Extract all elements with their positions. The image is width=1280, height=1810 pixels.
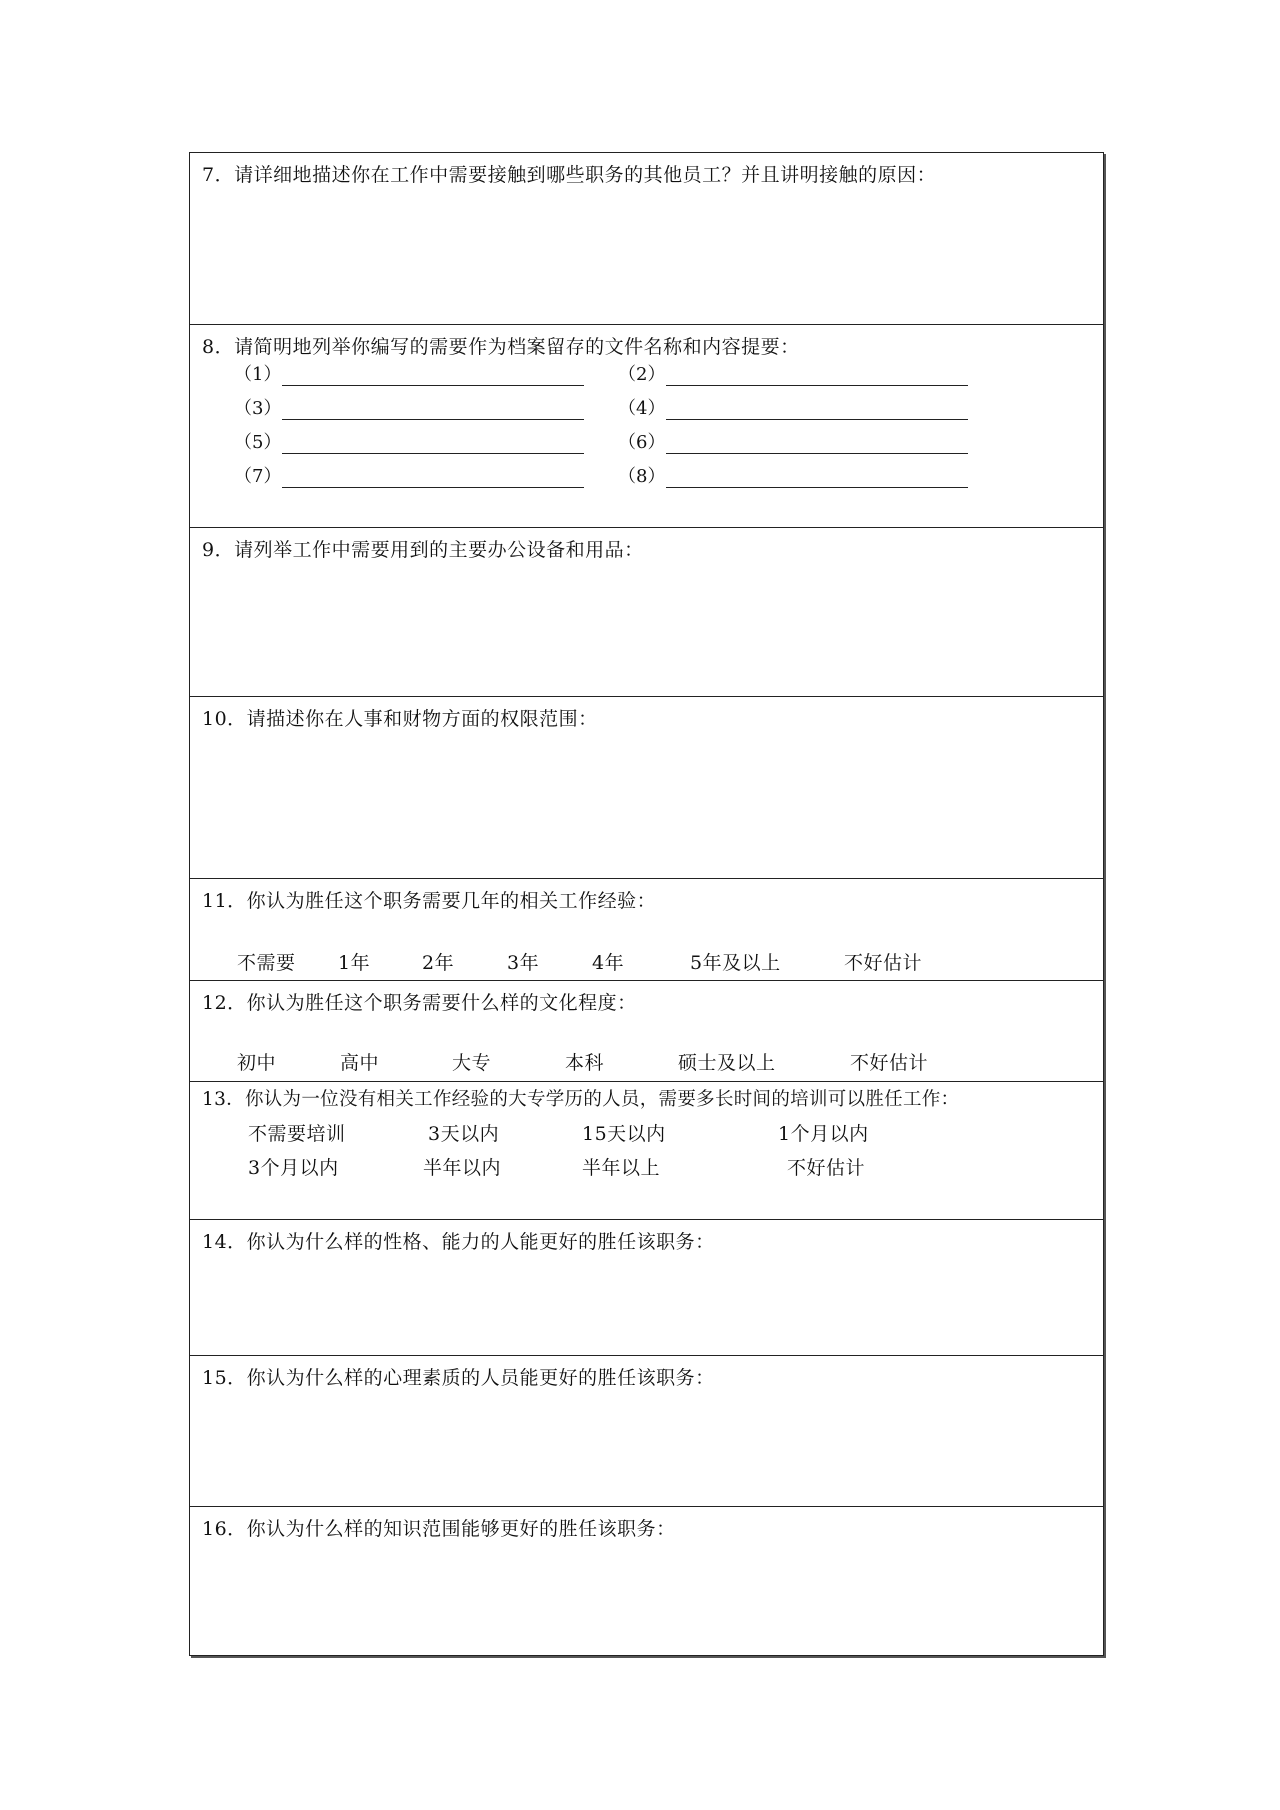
training-option-over-half-year[interactable]: 半年以上 xyxy=(582,1157,661,1179)
file-blank-number: （8） xyxy=(618,466,666,487)
question-13-label: 13．你认为一位没有相关工作经验的大专学历的人员，需要多长时间的培训可以胜任工作： xyxy=(202,1089,960,1110)
question-8 xyxy=(190,325,1103,528)
questionnaire-form xyxy=(189,152,1104,1656)
education-option-college[interactable]: 大专 xyxy=(452,1052,492,1074)
training-option-1-month[interactable]: 1个月以内 xyxy=(778,1123,869,1145)
file-blank-number: （4） xyxy=(618,398,666,419)
file-blank-number: （5） xyxy=(234,432,282,453)
question-7 xyxy=(190,153,1103,325)
question-13 xyxy=(190,1082,1103,1220)
question-16-label: 16．你认为什么样的知识范围能够更好的胜任该职务： xyxy=(202,1518,676,1540)
education-option-senior-high[interactable]: 高中 xyxy=(340,1052,380,1074)
question-10 xyxy=(190,697,1103,879)
question-14 xyxy=(190,1220,1103,1356)
file-blank-number: （6） xyxy=(618,432,666,453)
training-option-unsure[interactable]: 不好估计 xyxy=(787,1157,866,1179)
file-blank-number: （7） xyxy=(234,466,282,487)
experience-option-2-years[interactable]: 2年 xyxy=(422,952,455,974)
question-11 xyxy=(190,879,1103,981)
question-9-label: 9．请列举工作中需要用到的主要办公设备和用品： xyxy=(202,539,644,561)
experience-option-5-plus-years[interactable]: 5年及以上 xyxy=(690,952,781,974)
question-11-label: 11．你认为胜任这个职务需要几年的相关工作经验： xyxy=(202,890,657,912)
question-15-label: 15．你认为什么样的心理素质的人员能更好的胜任该职务： xyxy=(202,1367,715,1389)
question-8-label: 8．请简明地列举你编写的需要作为档案留存的文件名称和内容提要： xyxy=(202,336,800,358)
experience-option-4-years[interactable]: 4年 xyxy=(592,952,625,974)
education-option-bachelor[interactable]: 本科 xyxy=(565,1052,605,1074)
question-15 xyxy=(190,1356,1103,1507)
file-blank-number: （3） xyxy=(234,398,282,419)
training-option-none[interactable]: 不需要培训 xyxy=(248,1123,346,1145)
education-option-junior-high[interactable]: 初中 xyxy=(237,1052,277,1074)
question-16 xyxy=(190,1507,1103,1657)
training-option-15-days[interactable]: 15天以内 xyxy=(582,1123,666,1145)
education-option-master-plus[interactable]: 硕士及以上 xyxy=(678,1052,776,1074)
question-9 xyxy=(190,528,1103,697)
question-12-label: 12．你认为胜任这个职务需要什么样的文化程度： xyxy=(202,992,637,1014)
training-option-3-days[interactable]: 3天以内 xyxy=(428,1123,500,1145)
education-option-unsure[interactable]: 不好估计 xyxy=(850,1052,929,1074)
training-option-half-year[interactable]: 半年以内 xyxy=(423,1157,502,1179)
file-blank-number: （2） xyxy=(618,364,666,385)
experience-option-unsure[interactable]: 不好估计 xyxy=(844,952,923,974)
question-10-label: 10．请描述你在人事和财物方面的权限范围： xyxy=(202,708,598,730)
experience-option-1-year[interactable]: 1年 xyxy=(338,952,371,974)
experience-option-none[interactable]: 不需要 xyxy=(237,952,296,974)
question-7-label: 7．请详细地描述你在工作中需要接触到哪些职务的其他员工？并且讲明接触的原因： xyxy=(202,164,937,186)
experience-option-3-years[interactable]: 3年 xyxy=(507,952,540,974)
file-blank-number: （1） xyxy=(234,364,282,385)
question-12 xyxy=(190,981,1103,1082)
training-option-3-months[interactable]: 3个月以内 xyxy=(248,1157,339,1179)
question-14-label: 14．你认为什么样的性格、能力的人能更好的胜任该职务： xyxy=(202,1231,715,1253)
